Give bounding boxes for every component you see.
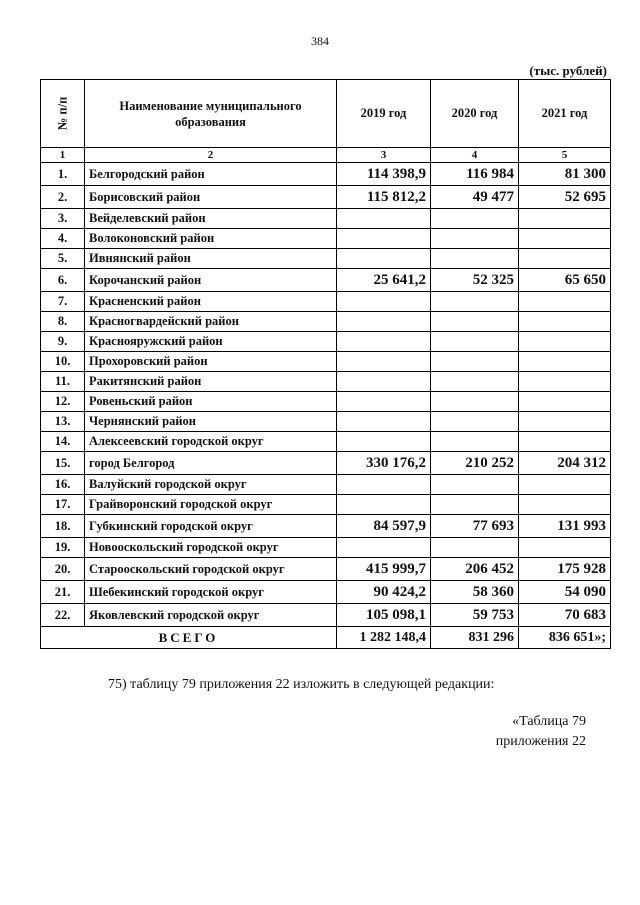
total-2019: 1 282 148,4: [337, 627, 431, 649]
total-2021: 836 651»;: [519, 627, 611, 649]
value-2021: [519, 312, 611, 332]
row-name: Ивнянский район: [85, 249, 337, 269]
value-2020: [431, 475, 519, 495]
row-name: Чернянский район: [85, 412, 337, 432]
table-caption: [496, 712, 586, 752]
value-2021: [519, 475, 611, 495]
value-2020: [431, 432, 519, 452]
value-2020: [431, 312, 519, 332]
table-row: [41, 332, 611, 352]
value-2019: [337, 292, 431, 312]
value-2021: 81 300: [519, 163, 611, 186]
value-2019: 105 098,1: [337, 604, 431, 627]
budget-table: [40, 79, 611, 649]
value-2021: [519, 372, 611, 392]
header-2019: 2019 год: [337, 80, 431, 148]
total-label: ВСЕГО: [41, 627, 337, 649]
table-row: [41, 312, 611, 332]
value-2020: 58 360: [431, 581, 519, 604]
value-2020: 206 452: [431, 558, 519, 581]
value-2020: [431, 372, 519, 392]
row-name: Валуйский городской округ: [85, 475, 337, 495]
value-2021: 175 928: [519, 558, 611, 581]
row-name: Ровеньский район: [85, 392, 337, 412]
row-name: город Белгород: [85, 452, 337, 475]
value-2020: 59 753: [431, 604, 519, 627]
table-row: [41, 209, 611, 229]
table-row: [41, 604, 611, 627]
value-2020: [431, 352, 519, 372]
header-2021: 2021 год: [519, 80, 611, 148]
row-number: 21.: [41, 581, 85, 604]
row-name: Новооскольский городской округ: [85, 538, 337, 558]
row-number: 22.: [41, 604, 85, 627]
row-name: Волоконовский район: [85, 229, 337, 249]
row-number: 10.: [41, 352, 85, 372]
table-row: [41, 452, 611, 475]
value-2020: 210 252: [431, 452, 519, 475]
row-name: Губкинский городской округ: [85, 515, 337, 538]
unit-note: (тыс. рублей): [529, 63, 607, 78]
table-row: [41, 229, 611, 249]
instruction-text: 75) таблицу 79 приложения 22 изложить в следующей редакции:: [108, 677, 495, 692]
value-2021: [519, 538, 611, 558]
total-row: [41, 627, 611, 649]
table-row: [41, 581, 611, 604]
row-number: 5.: [41, 249, 85, 269]
value-2019: [337, 392, 431, 412]
value-2021: [519, 332, 611, 352]
column-number: 5: [519, 148, 611, 163]
value-2021: 65 650: [519, 269, 611, 292]
table-row: [41, 538, 611, 558]
value-2019: [337, 332, 431, 352]
value-2020: [431, 209, 519, 229]
value-2019: [337, 352, 431, 372]
table-row: [41, 558, 611, 581]
row-name: Краснояружский район: [85, 332, 337, 352]
value-2021: 70 683: [519, 604, 611, 627]
value-2020: 49 477: [431, 186, 519, 209]
value-2021: 52 695: [519, 186, 611, 209]
caption-line: «Таблица 79: [512, 714, 586, 729]
value-2021: [519, 229, 611, 249]
value-2019: 114 398,9: [337, 163, 431, 186]
row-name: Грайворонский городской округ: [85, 495, 337, 515]
value-2019: [337, 209, 431, 229]
table-row: [41, 515, 611, 538]
row-number: 7.: [41, 292, 85, 312]
value-2019: [337, 475, 431, 495]
value-2021: 54 090: [519, 581, 611, 604]
table-header-row: [41, 80, 611, 148]
table-row: [41, 163, 611, 186]
row-number: 17.: [41, 495, 85, 515]
value-2019: 25 641,2: [337, 269, 431, 292]
table-row: [41, 495, 611, 515]
value-2021: [519, 249, 611, 269]
row-number: 18.: [41, 515, 85, 538]
value-2019: [337, 495, 431, 515]
value-2021: 131 993: [519, 515, 611, 538]
table-row: [41, 249, 611, 269]
value-2020: [431, 332, 519, 352]
value-2021: [519, 412, 611, 432]
row-name: Яковлевский городской округ: [85, 604, 337, 627]
value-2021: [519, 392, 611, 412]
column-number: 2: [85, 148, 337, 163]
value-2019: 115 812,2: [337, 186, 431, 209]
value-2021: [519, 495, 611, 515]
value-2020: [431, 229, 519, 249]
row-number: 13.: [41, 412, 85, 432]
value-2020: 77 693: [431, 515, 519, 538]
value-2021: [519, 352, 611, 372]
value-2019: [337, 312, 431, 332]
row-number: 4.: [41, 229, 85, 249]
row-name: Красногвардейский район: [85, 312, 337, 332]
value-2019: [337, 412, 431, 432]
header-num: № п/п: [41, 80, 85, 148]
value-2021: [519, 432, 611, 452]
value-2019: 90 424,2: [337, 581, 431, 604]
caption-line: приложения 22: [495, 734, 586, 749]
value-2019: 84 597,9: [337, 515, 431, 538]
column-number-row: [41, 148, 611, 163]
row-name: Корочанский район: [85, 269, 337, 292]
value-2020: [431, 495, 519, 515]
row-name: Белгородский район: [85, 163, 337, 186]
column-number: 4: [431, 148, 519, 163]
row-number: 2.: [41, 186, 85, 209]
value-2021: [519, 292, 611, 312]
table-row: [41, 392, 611, 412]
value-2020: [431, 249, 519, 269]
header-2020: 2020 год: [431, 80, 519, 148]
table-row: [41, 475, 611, 495]
table-row: [41, 432, 611, 452]
value-2019: 330 176,2: [337, 452, 431, 475]
value-2019: 415 999,7: [337, 558, 431, 581]
row-number: 11.: [41, 372, 85, 392]
table-row: [41, 352, 611, 372]
value-2019: [337, 249, 431, 269]
value-2021: 204 312: [519, 452, 611, 475]
value-2019: [337, 372, 431, 392]
column-number: 3: [337, 148, 431, 163]
table-row: [41, 269, 611, 292]
row-name: Красненский район: [85, 292, 337, 312]
row-name: Вейделевский район: [85, 209, 337, 229]
row-number: 6.: [41, 269, 85, 292]
value-2019: [337, 229, 431, 249]
row-number: 20.: [41, 558, 85, 581]
value-2020: [431, 538, 519, 558]
value-2020: 116 984: [431, 163, 519, 186]
value-2020: [431, 412, 519, 432]
total-2020: 831 296: [431, 627, 519, 649]
value-2020: 52 325: [431, 269, 519, 292]
page-number: 384: [311, 34, 329, 48]
row-name: Ракитянский район: [85, 372, 337, 392]
row-number: 1.: [41, 163, 85, 186]
value-2021: [519, 209, 611, 229]
header-name: Наименование муниципального образования: [85, 80, 337, 148]
table-row: [41, 372, 611, 392]
row-name: Борисовский район: [85, 186, 337, 209]
value-2019: [337, 538, 431, 558]
row-name: Прохоровский район: [85, 352, 337, 372]
row-name: Алексеевский городской округ: [85, 432, 337, 452]
table-row: [41, 186, 611, 209]
row-name: Старооскольский городской округ: [85, 558, 337, 581]
row-number: 14.: [41, 432, 85, 452]
value-2020: [431, 292, 519, 312]
row-number: 3.: [41, 209, 85, 229]
row-number: 16.: [41, 475, 85, 495]
table-row: [41, 292, 611, 312]
value-2019: [337, 432, 431, 452]
row-number: 12.: [41, 392, 85, 412]
row-number: 8.: [41, 312, 85, 332]
row-number: 9.: [41, 332, 85, 352]
row-name: Шебекинский городской округ: [85, 581, 337, 604]
row-number: 15.: [41, 452, 85, 475]
value-2020: [431, 392, 519, 412]
table-row: [41, 412, 611, 432]
row-number: 19.: [41, 538, 85, 558]
column-number: 1: [41, 148, 85, 163]
